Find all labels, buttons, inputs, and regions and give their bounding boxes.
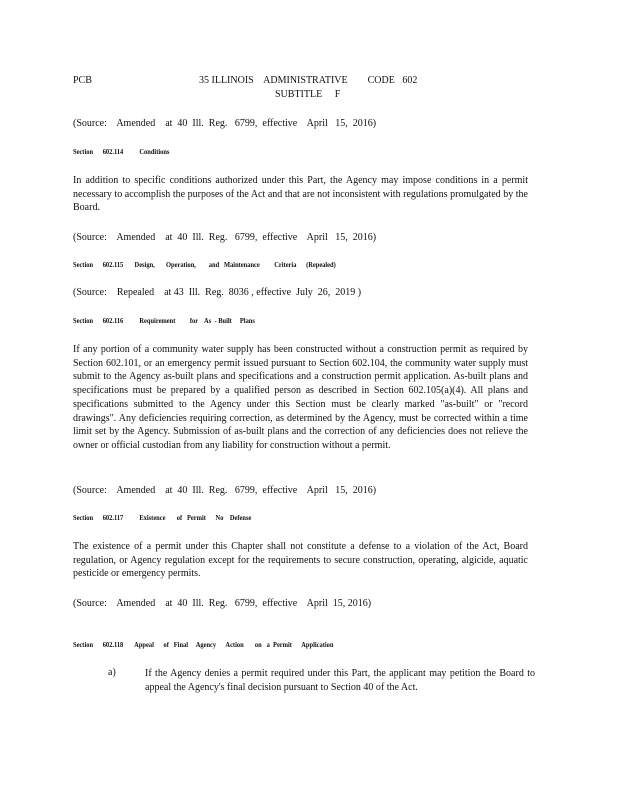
source-note: (Source: Amended at 40 Ill. Reg. 6799, effective April 15, 2016) — [73, 232, 377, 243]
section-heading-602-114: Section 602.114 Conditions — [73, 148, 170, 156]
header-subtitle: SUBTITLE F — [275, 89, 341, 100]
section-body-602-117: The existence of a permit under this Chapter shall not constitute a defense to a violation of the Act, Board regulation, or Agency regulation except for the requirements to secure construction, operating, algicide, aquatic pesticide or emergency permits. — [73, 541, 528, 580]
header-left: PCB — [73, 75, 92, 86]
source-note: (Source: Amended at 40 Ill. Reg. 6799, effective April 15, 2016) — [73, 485, 377, 496]
section-heading-602-115: Section 602.115 Design, Operation, and Maintenance Criteria (Repealed) — [73, 261, 336, 269]
source-note: (Source: Repealed at 43 Ill. Reg. 8036 , effective July 26, 2019 ) — [73, 287, 362, 298]
source-note: (Source: Amended at 40 Ill. Reg. 6799, effective April 15, 2016) — [73, 118, 377, 129]
source-note: (Source: Amended at 40 Ill. Reg. 6799, effective April 15, 2016) — [73, 598, 372, 609]
section-heading-602-117: Section 602.117 Existence of Permit No Defense — [73, 514, 252, 522]
header-title: 35 ILLINOIS ADMINISTRATIVE CODE 602 — [199, 75, 418, 86]
section-heading-602-116: Section 602.116 Requirement for As - Built Plans — [73, 317, 255, 325]
list-item-label: a) — [108, 667, 116, 678]
section-body-602-114: In addition to specific conditions authorized under this Part, the Agency may impose conditions in a permit necessary to accomplish the purposes of the Act and that are not inconsistent with regulations promulgated by the Board. — [73, 175, 528, 214]
section-body-602-116: If any portion of a community water supply has been constructed without a construction permit as required by Section 602.101, or an emergency permit issued pursuant to Section 602.104, the community water supply must submit to the Agency as-built plans and specifications and a construction permit application. As-built plans and specifications must be prepared by a qualified person as described in Section 602.105(a)(4). All plans and specifications submitted to the Agency under this Section must be clearly marked "as-built" or "record drawings". Any deficiencies requiring correction, as determined by the Agency, must be corrected within a time limit set by the Agency. Submission of as-built plans and the correction of any deficiencies does not relieve the owner or official custodian from any liability for construction without a permit. — [73, 344, 528, 451]
list-item-text: If the Agency denies a permit required under this Part, the applicant may petition the Board to appeal the Agency's final decision pursuant to Section 40 of the Act. — [145, 668, 535, 693]
section-heading-602-118: Section 602.118 Appeal of Final Agency Action on a Permit Application — [73, 641, 334, 649]
